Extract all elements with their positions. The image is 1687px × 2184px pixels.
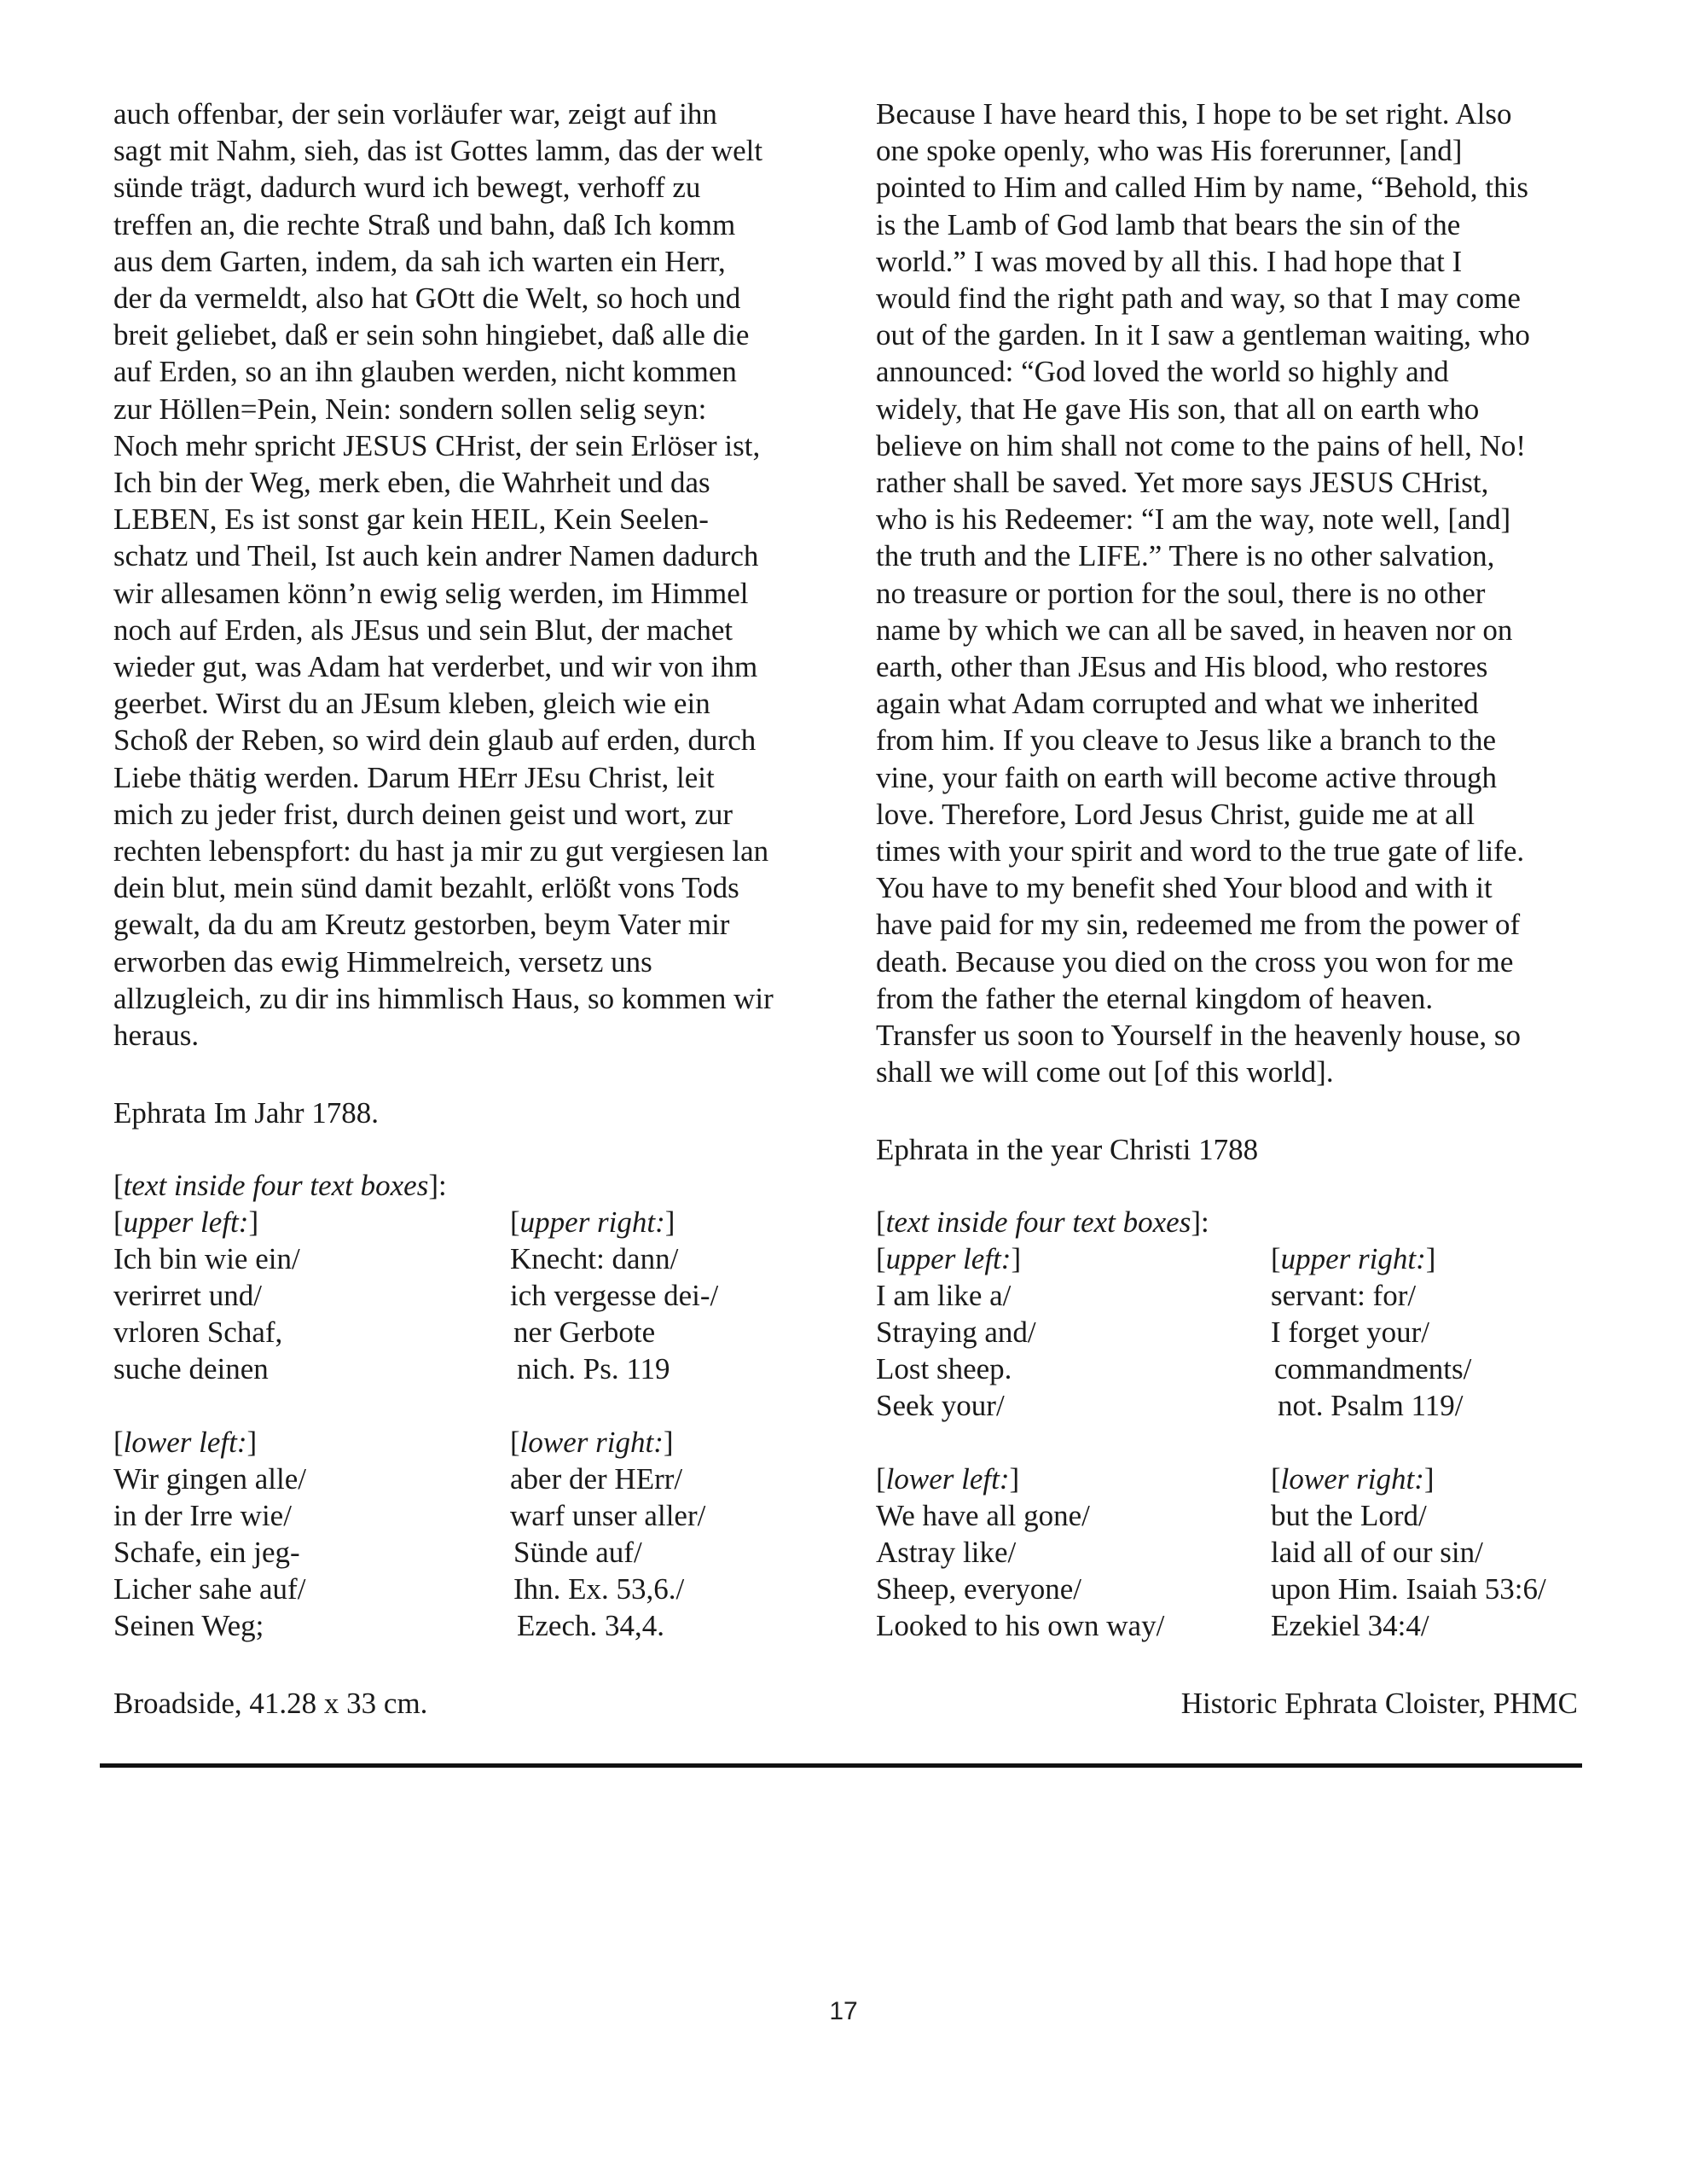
text-line: vine, your faith on earth will become active through (876, 760, 1497, 794)
box-line: in der Irre wie/ (113, 1499, 292, 1533)
box-line: I am like a/ (876, 1279, 1012, 1313)
box-label: [upper right:] (510, 1205, 675, 1240)
text-line: would find the right path and way, so that I may come (876, 282, 1521, 316)
text-line: gewalt, da du am Kreutz gestorben, beym Vater mir (113, 908, 730, 942)
text-line: treffen an, die rechte Straß und bahn, daß Ich komm (113, 207, 736, 241)
box-label: [upper left:] (876, 1242, 1022, 1276)
place-date: Ephrata in the year Christi 1788 (876, 1133, 1259, 1167)
page-number: 17 (829, 1997, 858, 2025)
text-line: no treasure or portion for the soul, there is no other (876, 576, 1486, 610)
box-line: ich vergesse dei-/ (510, 1279, 719, 1313)
text-line: Liebe thätig werden. Darum HErr JEsu Christ, leit (113, 760, 715, 794)
box-label: [lower right:] (1271, 1462, 1435, 1496)
text-line: Ich bin der Weg, merk eben, die Wahrheit und das (113, 466, 710, 500)
box-line: Knecht: dann/ (510, 1242, 679, 1276)
box-label: [upper right:] (1271, 1242, 1436, 1276)
box-line: Sünde auf/ (513, 1536, 642, 1570)
text-line: pointed to Him and called Him by name, “Behold, this (876, 171, 1528, 205)
caption-dimensions: Broadside, 41.28 x 33 cm. (113, 1687, 428, 1720)
upper-boxes (876, 1240, 1592, 1424)
box-line: vrloren Schaf, (113, 1316, 283, 1350)
text-line: the truth and the LIFE.” There is no other salvation, (876, 539, 1495, 573)
text-line: auf Erden, so an ihn glauben werden, nicht kommen (113, 355, 737, 389)
box-line: upon Him. Isaiah 53:6/ (1271, 1572, 1546, 1606)
text-line: Noch mehr spricht JESUS CHrist, der sein Erlöser ist, (113, 428, 761, 462)
text-line: again what Adam corrupted and what we inherited (876, 687, 1479, 721)
box-line: We have all gone/ (876, 1499, 1090, 1533)
text-line: wir allesamen könn’n ewig selig werden, im Himmel (113, 576, 749, 610)
english-column (876, 96, 1592, 1644)
box-line: Ich bin wie ein/ (113, 1242, 300, 1276)
box-line: suche deinen (113, 1352, 269, 1386)
text-line: der da vermeldt, also hat GOtt die Welt, so hoch und (113, 282, 741, 316)
box-line: commandments/ (1274, 1352, 1472, 1386)
text-line: breit geliebet, daß er sein sohn hingiebet, daß alle die (113, 318, 750, 352)
text-line: zur Höllen=Pein, Nein: sondern sollen selig seyn: (113, 392, 707, 426)
lower-boxes (876, 1461, 1592, 1644)
text-line: rechten lebenspfort: du hast ja mir zu gut vergiesen lan (113, 834, 769, 868)
box-line: aber der HErr/ (510, 1462, 683, 1496)
text-line: earth, other than JEsus and His blood, who restores (876, 650, 1488, 684)
text-line: sagt mit Nahm, sieh, das ist Gottes lamm, das der welt (113, 134, 763, 168)
text-line: You have to my benefit shed Your blood and with it (876, 871, 1493, 905)
box-label: [lower right:] (510, 1426, 674, 1460)
box-line: Ezekiel 34:4/ (1271, 1609, 1429, 1643)
text-line: dein blut, mein sünd damit bezahlt, erlößt vons Tods (113, 871, 739, 905)
upper-right-box (1271, 1240, 1595, 1424)
text-line: one spoke openly, who was His forerunner, [and] (876, 134, 1463, 168)
text-line: widely, that He gave His son, that all on earth who (876, 392, 1480, 426)
text-line: world.” I was moved by all this. I had hope that I (876, 244, 1463, 278)
box-line: I forget your/ (1271, 1316, 1429, 1350)
text-line: from the father the eternal kingdom of heaven. (876, 981, 1434, 1015)
box-line: laid all of our sin/ (1271, 1536, 1483, 1570)
box-line: Seinen Weg; (113, 1609, 264, 1643)
box-line: Ihn. Ex. 53,6./ (513, 1572, 685, 1606)
upper-left-box (113, 1204, 510, 1387)
text-line: name by which we can all be saved, in heaven nor on (876, 613, 1513, 647)
text-boxes-intro: [text inside four text boxes]: (876, 1205, 1209, 1240)
text-line: have paid for my sin, redeemed me from the power of (876, 908, 1521, 942)
box-line: not. Psalm 119/ (1278, 1389, 1464, 1423)
box-line: Straying and/ (876, 1316, 1036, 1350)
horizontal-rule (100, 1763, 1582, 1768)
upper-left-box (876, 1240, 1271, 1424)
box-line: warf unser aller/ (510, 1499, 706, 1533)
english-text (876, 96, 1592, 1090)
text-line: noch auf Erden, als JEsus und sein Blut, der machet (113, 613, 733, 647)
box-line: nich. Ps. 119 (517, 1352, 670, 1386)
text-boxes-intro: [text inside four text boxes]: (113, 1169, 447, 1203)
box-line: Lost sheep. (876, 1352, 1012, 1386)
german-text (113, 96, 817, 1054)
text-line: love. Therefore, Lord Jesus Christ, guide me at all (876, 797, 1475, 831)
text-line: aus dem Garten, indem, da sah ich warten ein Herr, (113, 244, 726, 278)
box-line: Ezech. 34,4. (517, 1609, 664, 1643)
caption-source: Historic Ephrata Cloister, PHMC (1180, 1687, 1578, 1720)
box-line: verirret und/ (113, 1279, 262, 1313)
box-line: Licher sahe auf/ (113, 1572, 306, 1606)
lower-left-box (876, 1461, 1271, 1644)
text-line: who is his Redeemer: “I am the way, note well, [and] (876, 502, 1511, 537)
lower-right-box (1271, 1461, 1595, 1644)
text-line: allzugleich, zu dir ins himmlisch Haus, so kommen wir (113, 981, 774, 1015)
lower-left-box (113, 1424, 510, 1644)
text-line: believe on him shall not come to the pains of hell, No! (876, 428, 1527, 462)
text-line: LEBEN, Es ist sonst gar kein HEIL, Kein Seelen- (113, 502, 709, 537)
text-line: erworben das ewig Himmelreich, versetz uns (113, 944, 652, 979)
text-line: mich zu jeder frist, durch deinen geist und wort, zur (113, 797, 733, 831)
text-line: death. Because you died on the cross you won for me (876, 944, 1514, 979)
lower-right-box (510, 1424, 834, 1644)
german-column (113, 96, 817, 1644)
box-line: Seek your/ (876, 1389, 1005, 1423)
text-line: is the Lamb of God lamb that bears the sin of the (876, 207, 1461, 241)
box-line: Astray like/ (876, 1536, 1017, 1570)
text-line: out of the garden. In it I saw a gentleman waiting, who (876, 318, 1530, 352)
box-line: Wir gingen alle/ (113, 1462, 307, 1496)
box-label: [upper left:] (113, 1205, 259, 1240)
text-boxes-section (113, 1167, 817, 1644)
box-line: Sheep, everyone/ (876, 1572, 1082, 1606)
text-line: Because I have heard this, I hope to be set right. Also (876, 97, 1512, 131)
box-line: Looked to his own way/ (876, 1609, 1165, 1643)
text-line: from him. If you cleave to Jesus like a branch to the (876, 723, 1497, 758)
text-line: geerbet. Wirst du an JEsum kleben, gleich wie ein (113, 687, 710, 721)
lower-boxes (113, 1424, 817, 1644)
text-line: Transfer us soon to Yourself in the heavenly house, so (876, 1019, 1522, 1053)
box-label: [lower left:] (113, 1426, 258, 1460)
text-line: shall we will come out [of this world]. (876, 1055, 1334, 1089)
upper-right-box (510, 1204, 834, 1387)
box-line: ner Gerbote (513, 1316, 656, 1350)
box-label: [lower left:] (876, 1462, 1020, 1496)
box-line: Schafe, ein jeg- (113, 1536, 300, 1570)
text-line: rather shall be saved. Yet more says JESUS CHrist, (876, 466, 1489, 500)
place-date: Ephrata Im Jahr 1788. (113, 1096, 380, 1130)
text-line: auch offenbar, der sein vorläufer war, zeigt auf ihn (113, 97, 717, 131)
box-line: but the Lord/ (1271, 1499, 1427, 1533)
box-line: servant: for/ (1271, 1279, 1417, 1313)
text-line: sünde trägt, dadurch wurd ich bewegt, verhoff zu (113, 171, 701, 205)
text-line: Schoß der Reben, so wird dein glaub auf erden, durch (113, 723, 757, 758)
text-line: wieder gut, was Adam hat verderbet, und wir von ihm (113, 650, 758, 684)
upper-boxes (113, 1204, 817, 1387)
text-line: times with your spirit and word to the true gate of life. (876, 834, 1525, 868)
text-line: schatz und Theil, Ist auch kein andrer Namen dadurch (113, 539, 759, 573)
text-line: heraus. (113, 1019, 200, 1053)
text-line: announced: “God loved the world so highly and (876, 355, 1449, 389)
text-boxes-section (876, 1204, 1592, 1644)
